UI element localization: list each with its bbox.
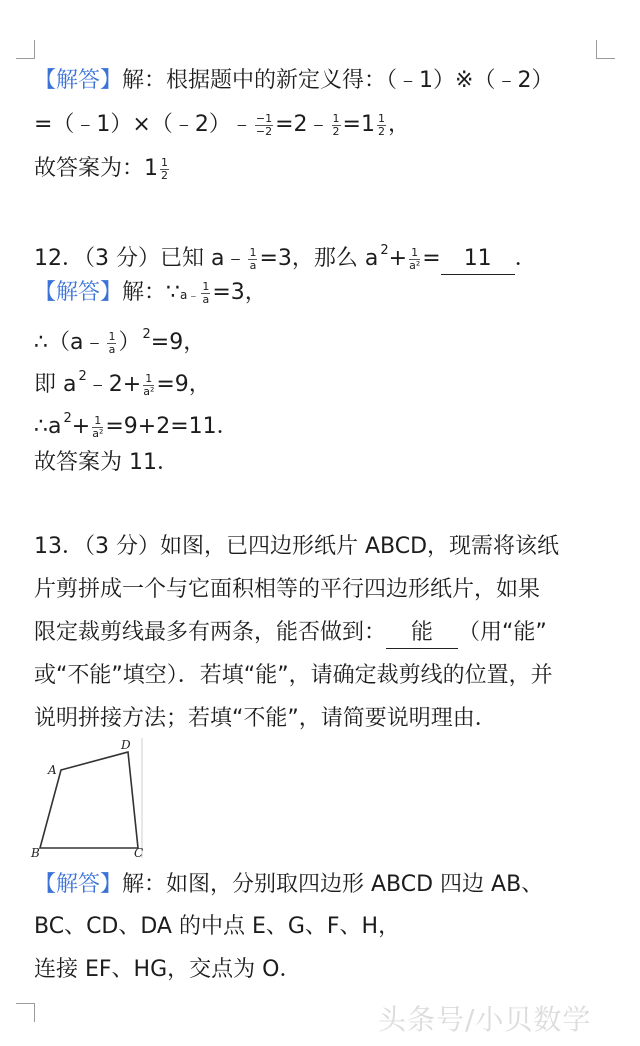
vertex-label-b: B <box>31 846 40 858</box>
q13-line-5: 说明拼接方法；若填“不能”，请简要说明理由． <box>34 706 497 731</box>
fraction: $\frac{1}{\text{a²}}$ <box>92 413 104 440</box>
q12-solution-line-2: ∴（a﹣ $\frac{1}{a}$ ） $^2$=9， <box>34 327 206 356</box>
fraction: $\frac{1}{\text{a²}}$ <box>409 245 421 272</box>
q12-solution-line-1: 【解答】解：∵a﹣ $\frac{1}{a}$ =3， <box>34 279 267 306</box>
vertex-label-c: C <box>134 846 144 858</box>
fraction: $\frac{-1}{-2}$ <box>255 111 273 138</box>
s11-line-3: 故答案为：1 $\frac{1}{2}$ <box>34 155 168 182</box>
q13-solution-line-2: BC、CD、DA 的中点 E、G、F、H， <box>34 914 401 939</box>
q12-solution-line-5: 故答案为 11． <box>34 450 179 475</box>
fraction: $\frac{1}{a}$ <box>202 279 210 306</box>
fraction: $\frac{1}{\text{a²}}$ <box>143 371 155 398</box>
page-corner-mark <box>16 40 35 59</box>
answer-blank: 能 <box>386 618 458 649</box>
s11-line-1: 【解答】解：根据题中的新定义得：（﹣1）※（﹣2） <box>34 68 554 93</box>
fraction: $\frac{1}{a}$ <box>249 245 257 272</box>
s11-line-2: =（﹣1）×（﹣2）﹣ $\frac{-1}{-2}$ =2﹣ $\frac{1}{2}$ =1 $\frac{1}{2}$ ， <box>34 111 410 138</box>
q12-question: 12．（3 分）已知 a﹣ $\frac{1}{a}$ =3，那么 a $^2$+ $\frac{1}{\text{a²}}$ = 11 ． <box>34 236 537 275</box>
q13-solution-line-1: 【解答】解：如图，分别取四边形 ABCD 四边 AB、 <box>34 872 544 897</box>
q13-line-3: 限定裁剪线最多有两条，能否做到： 能 （用“能” <box>34 618 547 649</box>
vertex-label-a: A <box>48 763 57 777</box>
answer-tag: 【解答】 <box>34 280 123 305</box>
fraction: $\frac{1}{2}$ <box>161 155 168 182</box>
fraction: $\frac{1}{a}$ <box>108 329 116 356</box>
answer-tag: 【解答】 <box>34 68 123 93</box>
q12-solution-line-4: ∴a $^2$+ $\frac{1}{\text{a²}}$ =9+2=11． <box>34 411 239 440</box>
answer-tag: 【解答】 <box>34 872 123 897</box>
page-corner-mark <box>596 40 615 59</box>
watermark: 头条号/小贝数学 <box>378 1003 592 1036</box>
quadrilateral-figure <box>28 738 146 858</box>
q13-solution-line-3: 连接 EF、HG，交点为 O． <box>34 957 302 982</box>
answer-blank: 11 <box>441 244 515 275</box>
page-corner-mark <box>16 1003 35 1022</box>
vertex-label-d: D <box>121 738 131 752</box>
fraction: $\frac{1}{2}$ <box>332 111 340 138</box>
q13-line-2: 片剪拼成一个与它面积相等的平行四边形纸片，如果 <box>34 577 541 602</box>
q13-line-4: 或“不能”填空）．若填“能”，请确定裁剪线的位置，并 <box>34 663 553 688</box>
fraction: $\frac{1}{2}$ <box>377 111 385 138</box>
q13-line-1: 13．（3 分）如图，已四边形纸片 ABCD，现需将该纸 <box>34 534 560 559</box>
q12-solution-line-3: 即 a $^2$﹣2+ $\frac{1}{\text{a²}}$ =9， <box>34 369 211 398</box>
